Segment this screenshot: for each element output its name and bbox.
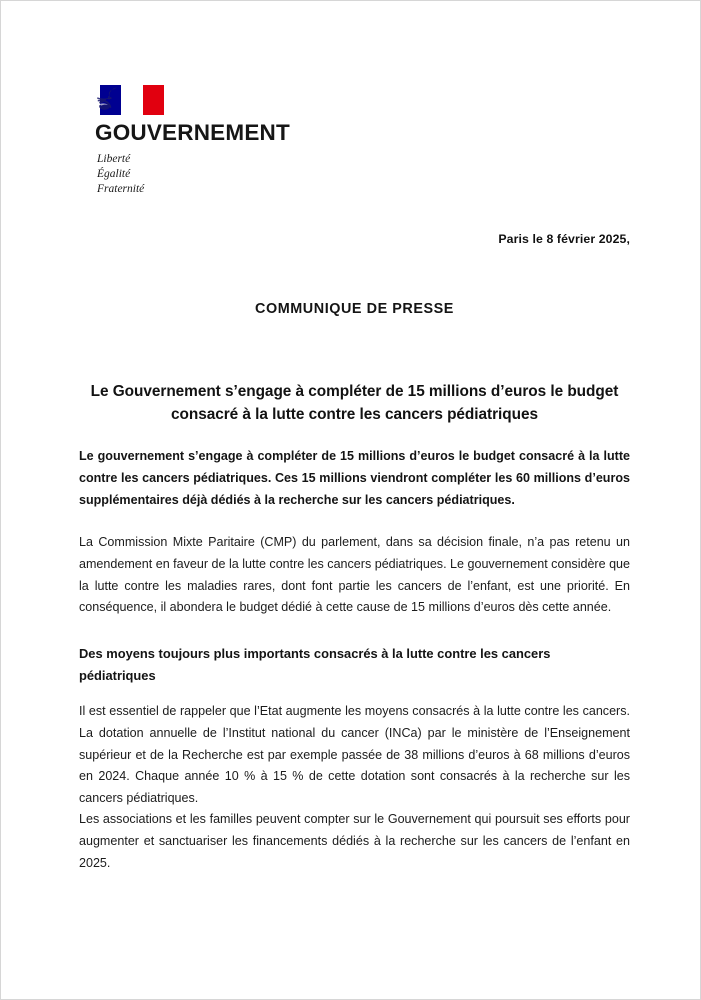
paragraph-cmp: La Commission Mixte Paritaire (CMP) du parlement, dans sa décision finale, n’a pas retenu un amendement en faveur de la lutte contre les cancers pédiatriques. Le gouvernement considère que la lutte contre les maladies rares, dont font partie les cancers de l’enfant, est une priorité. En conséquence, il abondera le budget dédié à cette cause de 15 millions d’euros dès cette année. [79,535,631,615]
gouvernement-wordmark: GOUVERNEMENT [95,120,290,145]
government-letterhead [95,85,325,197]
republic-motto [97,152,325,198]
motto-line-egalite: Égalité [97,167,131,180]
french-flag-marianne-icon [100,85,164,115]
lead-paragraph: Le gouvernement s’engage à compléter de 15 millions d’euros le budget consacré à la lutte contre les cancers pédiatriques. Ces 15 millions viendront compléter les 60 millions d’euros supplémentaires déjà dédiés à la recherche sur les cancers pédiatriques. [79,449,630,507]
press-release-label: COMMUNIQUE DE PRESSE [255,301,454,317]
dateline: Paris le 8 février 2025, [498,232,630,246]
page-title: Le Gouvernement s’engage à compléter de 15 millions d’euros le budget consacré à la lutte contre les cancers pédiatriques [90,383,619,424]
section-subheading: Des moyens toujours plus importants consacrés à la lutte contre les cancers pédiatriques [79,646,551,684]
marianne-profile-icon [91,86,131,114]
motto-line-liberte: Liberté [97,152,131,165]
flag-red-band [143,85,164,115]
paragraph-inca: Il est essentiel de rappeler que l’Etat augmente les moyens consacrés à la lutte contre les cancers. La dotation annuelle de l’Institut national du cancer (INCa) par le ministère de l’Enseignement supérieur et de la Recherche est par exemple passée de 38 millions d’euros à 68 millions d’euros en 2024. Chaque année 10 % à 15 % de cette dotation sont consacrés à la recherche sur les cancers pédiatriques. [79,704,630,806]
paragraph-associations: Les associations et les familles peuvent compter sur le Gouvernement qui poursuit ses efforts pour augmenter et sanctuariser les financements dédiés à la recherche sur les cancers de l’enfant en 2025. [79,812,630,870]
motto-line-fraternite: Fraternité [97,182,145,195]
